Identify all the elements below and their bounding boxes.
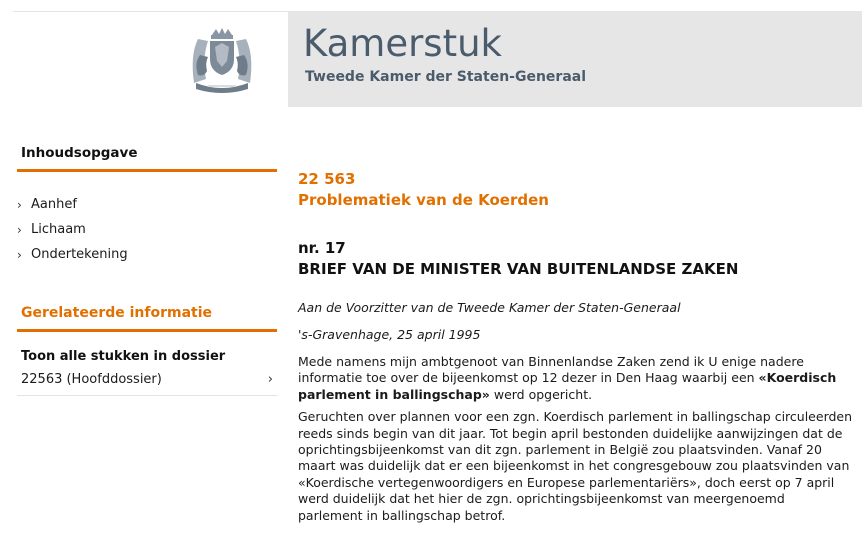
paragraph-1-end: werd opgericht. <box>489 386 593 402</box>
header-title-area <box>288 11 862 107</box>
brand-subtitle: Tweede Kamer der Staten-Generaal <box>305 69 587 85</box>
toc-list <box>17 172 277 267</box>
brand-title: Kamerstuk <box>303 22 502 65</box>
chevron-right-icon: › <box>17 247 22 262</box>
paragraph-1-bold: «Koerdisch parlement in ballingschap» <box>298 370 837 402</box>
document-title: BRIEF VAN DE MINISTER VAN BUITENLANDSE ZAKEN <box>298 260 739 278</box>
toc-item-label: Lichaam <box>31 222 86 237</box>
toc-heading: Inhoudsopgave <box>17 140 277 172</box>
dossier-number: 22 563 <box>298 170 356 188</box>
coat-of-arms-icon <box>180 25 264 97</box>
toc-item-lichaam[interactable] <box>17 217 277 242</box>
paragraph-1-text: Mede namens mijn ambtgenoot van Binnenlandse Zaken zend ik U enige nadere informatie toe over de bijeenkomst op 12 dezer in Den Haag waarbij een <box>298 354 804 386</box>
document-content <box>298 170 853 524</box>
show-all-documents-link[interactable]: Toon alle stukken in dossier <box>21 349 226 364</box>
chevron-right-icon: › <box>17 197 22 212</box>
related-info-heading: Gerelateerde informatie <box>17 305 277 332</box>
paragraph-1 <box>298 354 853 403</box>
dossier-link[interactable] <box>17 368 277 396</box>
header-logo-area <box>13 11 288 108</box>
chevron-right-icon: › <box>17 222 22 237</box>
sidebar <box>17 140 277 396</box>
page-header <box>13 11 862 107</box>
document-number: nr. 17 <box>298 239 346 257</box>
paragraph-2: Geruchten over plannen voor een zgn. Koerdisch parlement in ballingschap circuleerden reeds sinds begin van dit jaar. Tot begin april bestonden duidelijke aanwijzingen dat de oprichtingsbijeenkomst van dit zgn. parlement in België zou plaatsvinden. Vanaf 20 maart was duidelijk dat er een bijeenkomst in het congresgebouw zou plaatsvinden van «Koerdische vertegenwoordigers en Europese parlementariërs», doch eerst op 7 april werd duidelijk dat het hier de zgn. oprichtingsbijeenkomst van meergenoemd parlement in ballingschap betrof. <box>298 409 853 523</box>
addressee: Aan de Voorzitter van de Tweede Kamer der Staten-Generaal <box>298 300 681 315</box>
toc-item-aanhef[interactable] <box>17 192 277 217</box>
dossier-link-label: 22563 (Hoofddossier) <box>21 372 162 387</box>
toc-item-ondertekening[interactable] <box>17 242 277 267</box>
chevron-right-icon: › <box>267 372 273 387</box>
toc-item-label: Ondertekening <box>31 247 128 262</box>
dossier-title: Problematiek van de Koerden <box>298 191 549 209</box>
toc-item-label: Aanhef <box>31 197 77 212</box>
place-date: 's-Gravenhage, 25 april 1995 <box>298 327 481 342</box>
